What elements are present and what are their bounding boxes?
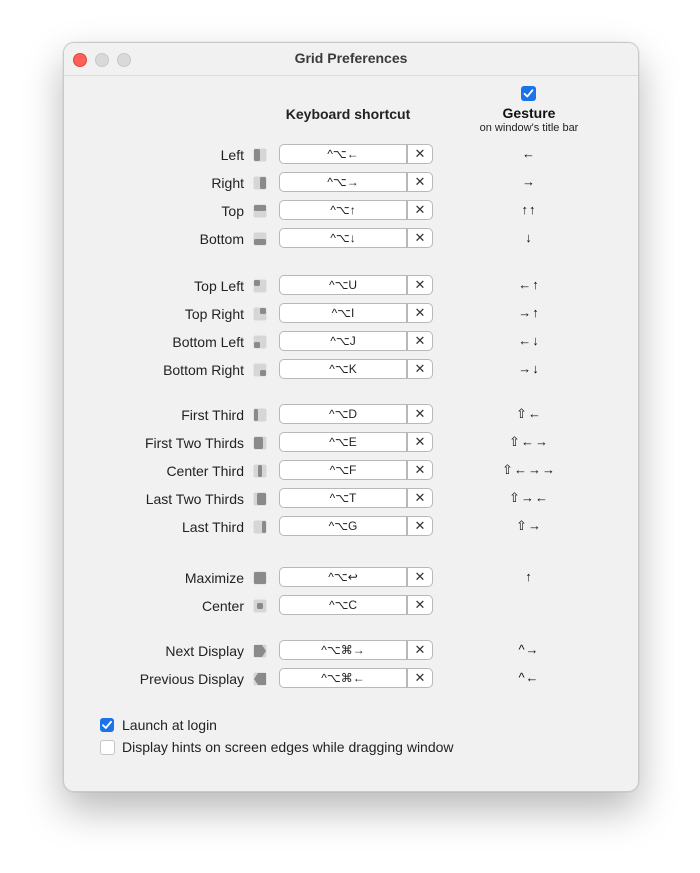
gesture-text: ↑ <box>525 569 533 584</box>
shortcut-field[interactable]: ^⌥E <box>279 432 407 452</box>
shortcut-field[interactable]: ^⌥⌘→ <box>279 640 407 660</box>
shortcut-row <box>64 516 638 538</box>
shortcut-row <box>64 331 638 353</box>
gesture-text: ↓ <box>525 230 533 245</box>
clear-shortcut-button[interactable]: ✕ <box>407 488 433 508</box>
shortcut-row <box>64 488 638 510</box>
shortcut-row <box>64 359 638 381</box>
shortcut-field[interactable]: ^⌥J <box>279 331 407 351</box>
shortcut-row <box>64 595 638 617</box>
row-label: Center <box>201 598 244 614</box>
gesture-text: →↑ <box>518 305 540 320</box>
shortcut-row <box>64 404 638 426</box>
shortcut-field[interactable]: ^⌥↩ <box>279 567 407 587</box>
clear-shortcut-button[interactable]: ✕ <box>407 595 433 615</box>
last-third-icon <box>253 520 267 534</box>
shortcut-row <box>64 228 638 250</box>
clear-shortcut-button[interactable]: ✕ <box>407 516 433 536</box>
first-two-thirds-icon <box>253 436 267 450</box>
clear-shortcut-button[interactable]: ✕ <box>407 668 433 688</box>
row-label: Last Third <box>182 519 244 535</box>
row-label: Maximize <box>184 570 244 586</box>
gesture-subheader: on window's title bar <box>479 122 579 134</box>
row-label: Bottom <box>199 231 244 247</box>
shortcut-field[interactable]: ^⌥T <box>279 488 407 508</box>
row-label: Left <box>220 147 244 163</box>
row-label: Center Third <box>166 463 244 479</box>
shortcut-row <box>64 200 638 222</box>
top-left-quarter-icon <box>253 279 267 293</box>
row-label: Top Left <box>194 278 244 294</box>
shortcut-field[interactable]: ^⌥↑ <box>279 200 407 220</box>
shortcut-row <box>64 303 638 325</box>
preferences-window <box>63 42 639 792</box>
clear-shortcut-button[interactable]: ✕ <box>407 404 433 424</box>
center-third-icon <box>253 464 267 478</box>
shortcut-field[interactable]: ^⌥⌘← <box>279 668 407 688</box>
row-label: First Two Thirds <box>144 435 244 451</box>
gesture-text: ⇧←→ <box>509 434 549 449</box>
bottom-right-quarter-icon <box>253 363 267 377</box>
gesture-text: ⇧→← <box>509 490 549 505</box>
shortcut-row <box>64 567 638 589</box>
clear-shortcut-button[interactable]: ✕ <box>407 200 433 220</box>
gesture-text: ^→ <box>518 642 540 657</box>
shortcut-row <box>64 668 638 690</box>
gesture-header: Gesture <box>502 105 556 121</box>
next-display-icon <box>253 644 267 658</box>
clear-shortcut-button[interactable]: ✕ <box>407 331 433 351</box>
top-right-quarter-icon <box>253 307 267 321</box>
launch-at-login-checkbox[interactable] <box>100 718 114 732</box>
clear-shortcut-button[interactable]: ✕ <box>407 432 433 452</box>
bottom-left-quarter-icon <box>253 335 267 349</box>
clear-shortcut-button[interactable]: ✕ <box>407 303 433 323</box>
gesture-text: ⇧← <box>516 406 542 421</box>
title-bar[interactable] <box>64 43 638 76</box>
shortcut-field[interactable]: ^⌥→ <box>279 172 407 192</box>
shortcut-field[interactable]: ^⌥C <box>279 595 407 615</box>
shortcut-row <box>64 460 638 482</box>
shortcut-field[interactable]: ^⌥K <box>279 359 407 379</box>
clear-shortcut-button[interactable]: ✕ <box>407 460 433 480</box>
shortcut-row <box>64 640 638 662</box>
first-third-icon <box>253 408 267 422</box>
previous-display-icon <box>253 672 267 686</box>
gesture-text: ↑↑ <box>521 202 537 217</box>
gesture-enabled-checkbox[interactable] <box>521 86 536 101</box>
shortcut-field[interactable]: ^⌥↓ <box>279 228 407 248</box>
clear-shortcut-button[interactable]: ✕ <box>407 275 433 295</box>
bottom-half-icon <box>253 232 267 246</box>
row-label: Right <box>211 175 244 191</box>
gesture-text: ← <box>522 146 536 161</box>
row-label: First Third <box>181 407 244 423</box>
window-title: Grid Preferences <box>294 50 408 66</box>
clear-shortcut-button[interactable]: ✕ <box>407 640 433 660</box>
row-label: Top <box>221 203 244 219</box>
checkmark-icon <box>100 718 114 732</box>
clear-shortcut-button[interactable]: ✕ <box>407 567 433 587</box>
shortcut-row <box>64 172 638 194</box>
row-label: Next Display <box>165 643 244 659</box>
display-hints-label: Display hints on screen edges while dragging window <box>122 739 454 755</box>
shortcut-row <box>64 144 638 166</box>
row-label: Top Right <box>184 306 244 322</box>
checkmark-icon <box>523 88 534 99</box>
gesture-text: → <box>522 174 536 189</box>
row-label: Previous Display <box>139 671 244 687</box>
shortcut-row <box>64 432 638 454</box>
shortcut-field[interactable]: ^⌥F <box>279 460 407 480</box>
center-icon <box>253 599 267 613</box>
launch-at-login-label: Launch at login <box>122 717 217 733</box>
display-hints-checkbox[interactable] <box>100 740 115 755</box>
gesture-text: ←↑ <box>518 277 540 292</box>
right-half-icon <box>253 176 267 190</box>
gesture-text: →↓ <box>518 361 540 376</box>
clear-shortcut-button[interactable]: ✕ <box>407 228 433 248</box>
shortcut-field[interactable]: ^⌥← <box>279 144 407 164</box>
row-label: Last Two Thirds <box>145 491 244 507</box>
clear-shortcut-button[interactable]: ✕ <box>407 144 433 164</box>
gesture-text: ←↓ <box>518 333 540 348</box>
clear-shortcut-button[interactable]: ✕ <box>407 172 433 192</box>
keyboard-shortcut-header: Keyboard shortcut <box>285 106 411 122</box>
gesture-text: ⇧→ <box>516 518 542 533</box>
shortcut-row <box>64 275 638 297</box>
row-label: Bottom Right <box>163 362 244 378</box>
clear-shortcut-button[interactable]: ✕ <box>407 359 433 379</box>
last-two-thirds-icon <box>253 492 267 506</box>
maximize-icon <box>253 571 267 585</box>
gesture-text: ^← <box>518 670 540 685</box>
shortcut-field[interactable]: ^⌥D <box>279 404 407 424</box>
top-half-icon <box>253 204 267 218</box>
shortcut-field[interactable]: ^⌥U <box>279 275 407 295</box>
shortcut-field[interactable]: ^⌥I <box>279 303 407 323</box>
gesture-text: ⇧←→→ <box>502 462 556 477</box>
row-label: Bottom Left <box>172 334 244 350</box>
left-half-icon <box>253 148 267 162</box>
shortcut-field[interactable]: ^⌥G <box>279 516 407 536</box>
